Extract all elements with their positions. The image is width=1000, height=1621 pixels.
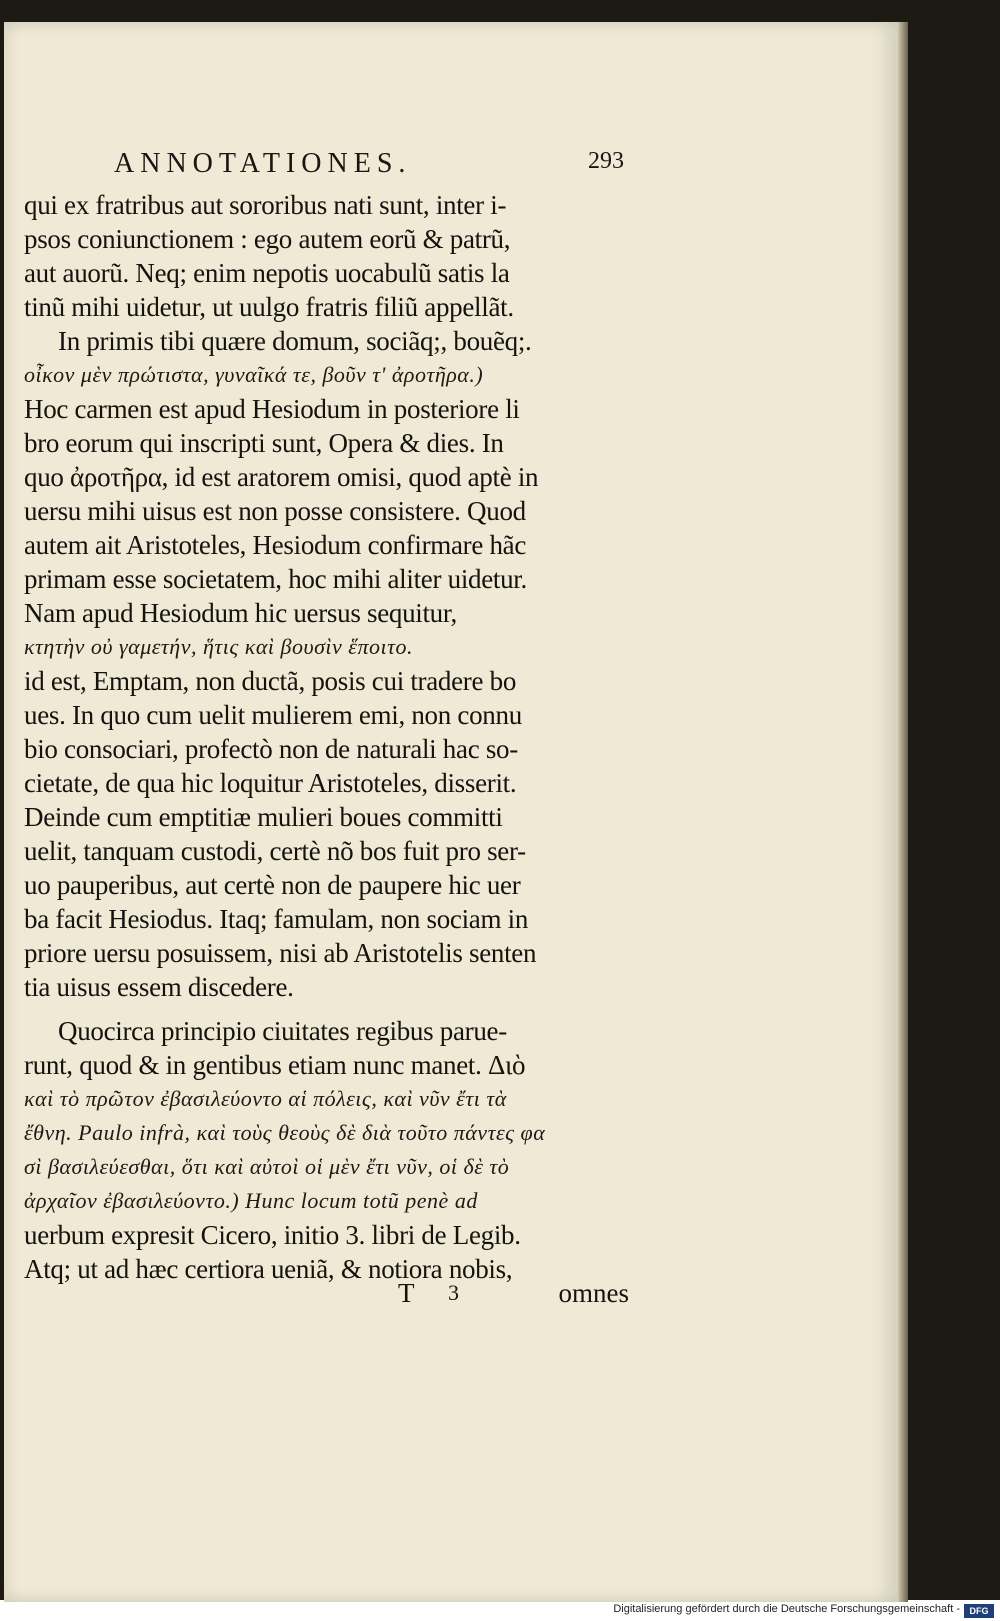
text-line: σὶ βασιλεύεσθαι, ὅτι καὶ αὐτοὶ οἱ μὲν ἔτι νῦν, οἱ δὲ τὸ	[24, 1154, 510, 1179]
text-line: Nam apud Hesiodum hic uersus sequitur,	[24, 598, 457, 628]
signature-line	[24, 1278, 629, 1312]
text-line: οἶκον μὲν πρώτιστα, γυναῖκά τε, βοῦν τ' ἀροτῆρα.)	[24, 362, 484, 387]
page-edge	[898, 22, 908, 1602]
text-line: Hoc carmen est apud Hesiodum in posteriore li	[24, 394, 520, 424]
text-line: κτητὴν οὐ γαμετήν, ἥτις καὶ βουσὶν ἕποιτο.	[24, 634, 413, 659]
text-line: quo ἀροτῆρα, id est aratorem omisi, quod aptè in	[24, 462, 539, 492]
footer-credit: Digitalisierung gefördert durch die Deutsche Forschungsgemeinschaft -	[613, 1603, 960, 1615]
text-line: bro eorum qui inscripti sunt, Opera & dies. In	[24, 428, 504, 458]
text-line: ues. In quo cum uelit mulierem emi, non connu	[24, 700, 522, 730]
text-line: ἔθνη. Paulo infrà, καὶ τοὺς θεοὺς δὲ διὰ τοῦτο πάντες φα	[24, 1120, 546, 1145]
text-line: Atq; ut ad hæc certiora ueniã, & notiora nobis,	[24, 1254, 513, 1284]
text-line: uerbum expresit Cicero, initio 3. libri de Legib.	[24, 1220, 521, 1250]
running-head	[114, 148, 624, 184]
catchword: omnes	[558, 1278, 629, 1308]
text-line: tia uisus essem discedere.	[24, 972, 294, 1002]
text-line: Quocirca principio ciuitates regibus parue-	[58, 1016, 507, 1046]
text-block	[24, 188, 634, 1286]
text-line: psos coniunctionem : ego autem eorũ & patrũ,	[24, 224, 511, 254]
text-line: uersu mihi uisus est non posse consistere. Quod	[24, 496, 526, 526]
text-line: καὶ τὸ πρῶτον ἐβασιλεύοντο αἱ πόλεις, καὶ νῦν ἔτι τὰ	[24, 1086, 507, 1111]
text-line: aut auorũ. Neq; enim nepotis uocabulũ satis la	[24, 258, 510, 288]
text-line: runt, quod & in gentibus etiam nunc manet. Διὸ	[24, 1050, 526, 1080]
text-line: primam esse societatem, hoc mihi aliter uidetur.	[24, 564, 527, 594]
text-line: uelit, tanquam custodi, certè nõ bos fuit pro ser-	[24, 836, 526, 866]
text-line: bio consociari, profectò non de naturali hac so-	[24, 734, 518, 764]
signature-number: 3	[448, 1280, 459, 1305]
signature-mark: T	[398, 1278, 415, 1308]
text-line: tinũ mihi uidetur, ut uulgo fratris filiũ appellãt.	[24, 292, 514, 322]
text-line: cietate, de qua hic loquitur Aristoteles, disserit.	[24, 768, 517, 798]
text-line: id est, Emptam, non ductã, posis cui tradere bo	[24, 666, 517, 696]
text-line: qui ex fratribus aut sororibus nati sunt, inter i-	[24, 190, 507, 220]
text-line: priore uersu posuissem, nisi ab Aristotelis senten	[24, 938, 537, 968]
page-number: 293	[588, 148, 624, 174]
text-line: autem ait Aristoteles, Hesiodum confirmare hãc	[24, 530, 527, 560]
text-line: ba facit Hesiodus. Itaq; famulam, non sociam in	[24, 904, 529, 934]
dfg-logo: DFG	[964, 1604, 994, 1618]
text-line: ἀρχαῖον ἐβασιλεύοντο.) Hunc locum totũ penè ad	[24, 1188, 478, 1213]
running-head-title: ANNOTATIONES.	[114, 148, 412, 179]
text-line: uo pauperibus, aut certè non de paupere hic uer	[24, 870, 521, 900]
book-page	[4, 22, 898, 1602]
footer-bar	[0, 1602, 1000, 1621]
text-line: Deinde cum emptitiæ mulieri boues committi	[24, 802, 503, 832]
text-line: In primis tibi quære domum, sociãq;, bouẽq;.	[58, 326, 532, 356]
